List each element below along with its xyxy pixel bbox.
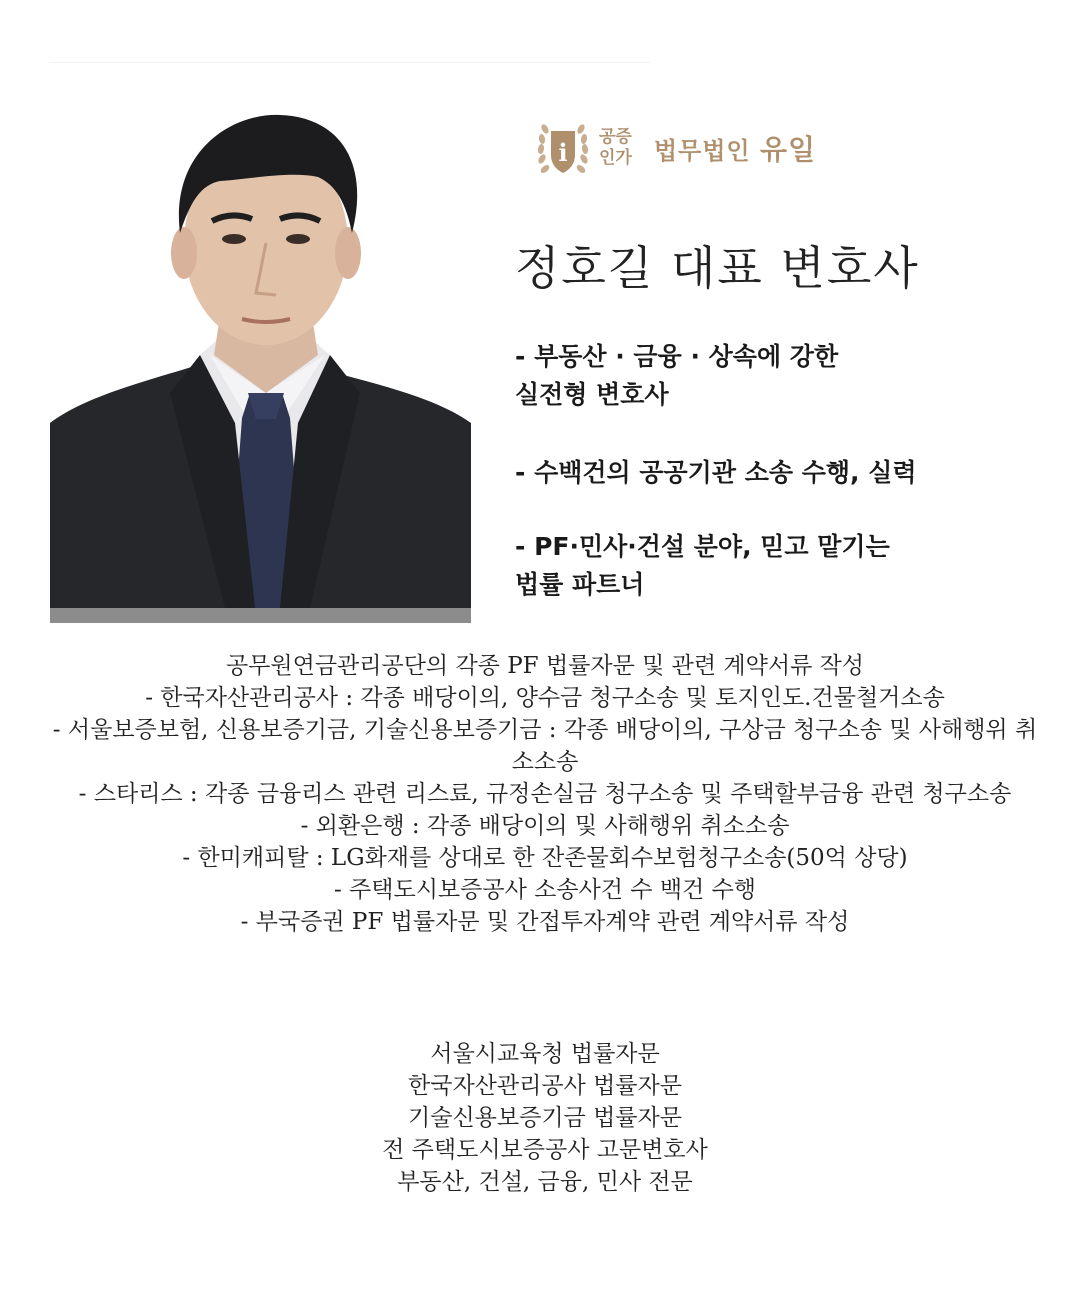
page-title: 정호길 대표 변호사 <box>515 241 920 295</box>
top-divider <box>50 62 650 63</box>
experience-item: - 스타리스 : 각종 금융리스 관련 리스료, 규정손실금 청구소송 및 주택할부금융 관련 청구소송 <box>78 781 1012 807</box>
highlight-line: - 부동산 · 금융 · 상속에 강한 <box>515 342 839 371</box>
cert-line-2: 인가 <box>599 148 632 168</box>
advisory-item: 기술신용보증기금 법률자문 <box>408 1105 682 1131</box>
notary-certified-label <box>599 127 632 169</box>
highlight-line: - PF·민사·건설 분야, 믿고 맡기는 <box>515 532 890 561</box>
firm-logo <box>535 108 816 188</box>
firm-name <box>654 128 816 168</box>
advisory-item: 한국자산관리공사 법률자문 <box>408 1073 682 1099</box>
experience-item: - 외환은행 : 각종 배당이의 및 사해행위 취소소송 <box>300 813 790 839</box>
highlight-line: - 수백건의 공공기관 소송 수행, 실력 <box>515 458 917 487</box>
highlight-list <box>515 338 1055 644</box>
highlight-item <box>515 528 1055 604</box>
laurel-shield-icon <box>535 111 591 185</box>
firm-prefix: 법무법인 <box>653 137 751 165</box>
highlight-item <box>515 338 1055 414</box>
firm-name-main: 유일 <box>759 133 817 166</box>
lawyer-portrait <box>50 93 471 623</box>
experience-item: - 부국증권 PF 법률자문 및 간접투자계약 관련 계약서류 작성 <box>240 909 850 935</box>
experience-item: - 서울보증보험, 신용보증기금, 기술신용보증기금 : 각종 배당이의, 구상금 청구소송 및 사해행위 취소소송 <box>52 717 1038 775</box>
lawyer-portrait-photo <box>50 93 471 623</box>
advisory-item: 서울시교육청 법률자문 <box>430 1041 660 1067</box>
advisory-list <box>45 1038 1045 1198</box>
advisory-item: 전 주택도시보증공사 고문변호사 <box>382 1137 708 1163</box>
experience-item: - 한미캐피탈 : LG화재를 상대로 한 잔존물회수보험청구소송(50억 상당) <box>182 845 908 871</box>
experience-list <box>45 650 1045 938</box>
experience-item: 공무원연금관리공단의 각종 PF 법률자문 및 관련 계약서류 작성 <box>225 653 865 679</box>
advisory-item: 부동산, 건설, 금융, 민사 전문 <box>397 1169 693 1195</box>
cert-line-1: 공증 <box>599 127 632 147</box>
highlight-item <box>515 454 1055 492</box>
experience-item: - 주택도시보증공사 소송사건 수 백건 수행 <box>333 877 757 903</box>
emblem-letter: i <box>558 138 568 167</box>
highlight-line: 실전형 변호사 <box>515 380 669 409</box>
experience-item: - 한국자산관리공사 : 각종 배당이의, 양수금 청구소송 및 토지인도.건물철거소송 <box>145 685 945 711</box>
highlight-line: 법률 파트너 <box>515 570 645 599</box>
